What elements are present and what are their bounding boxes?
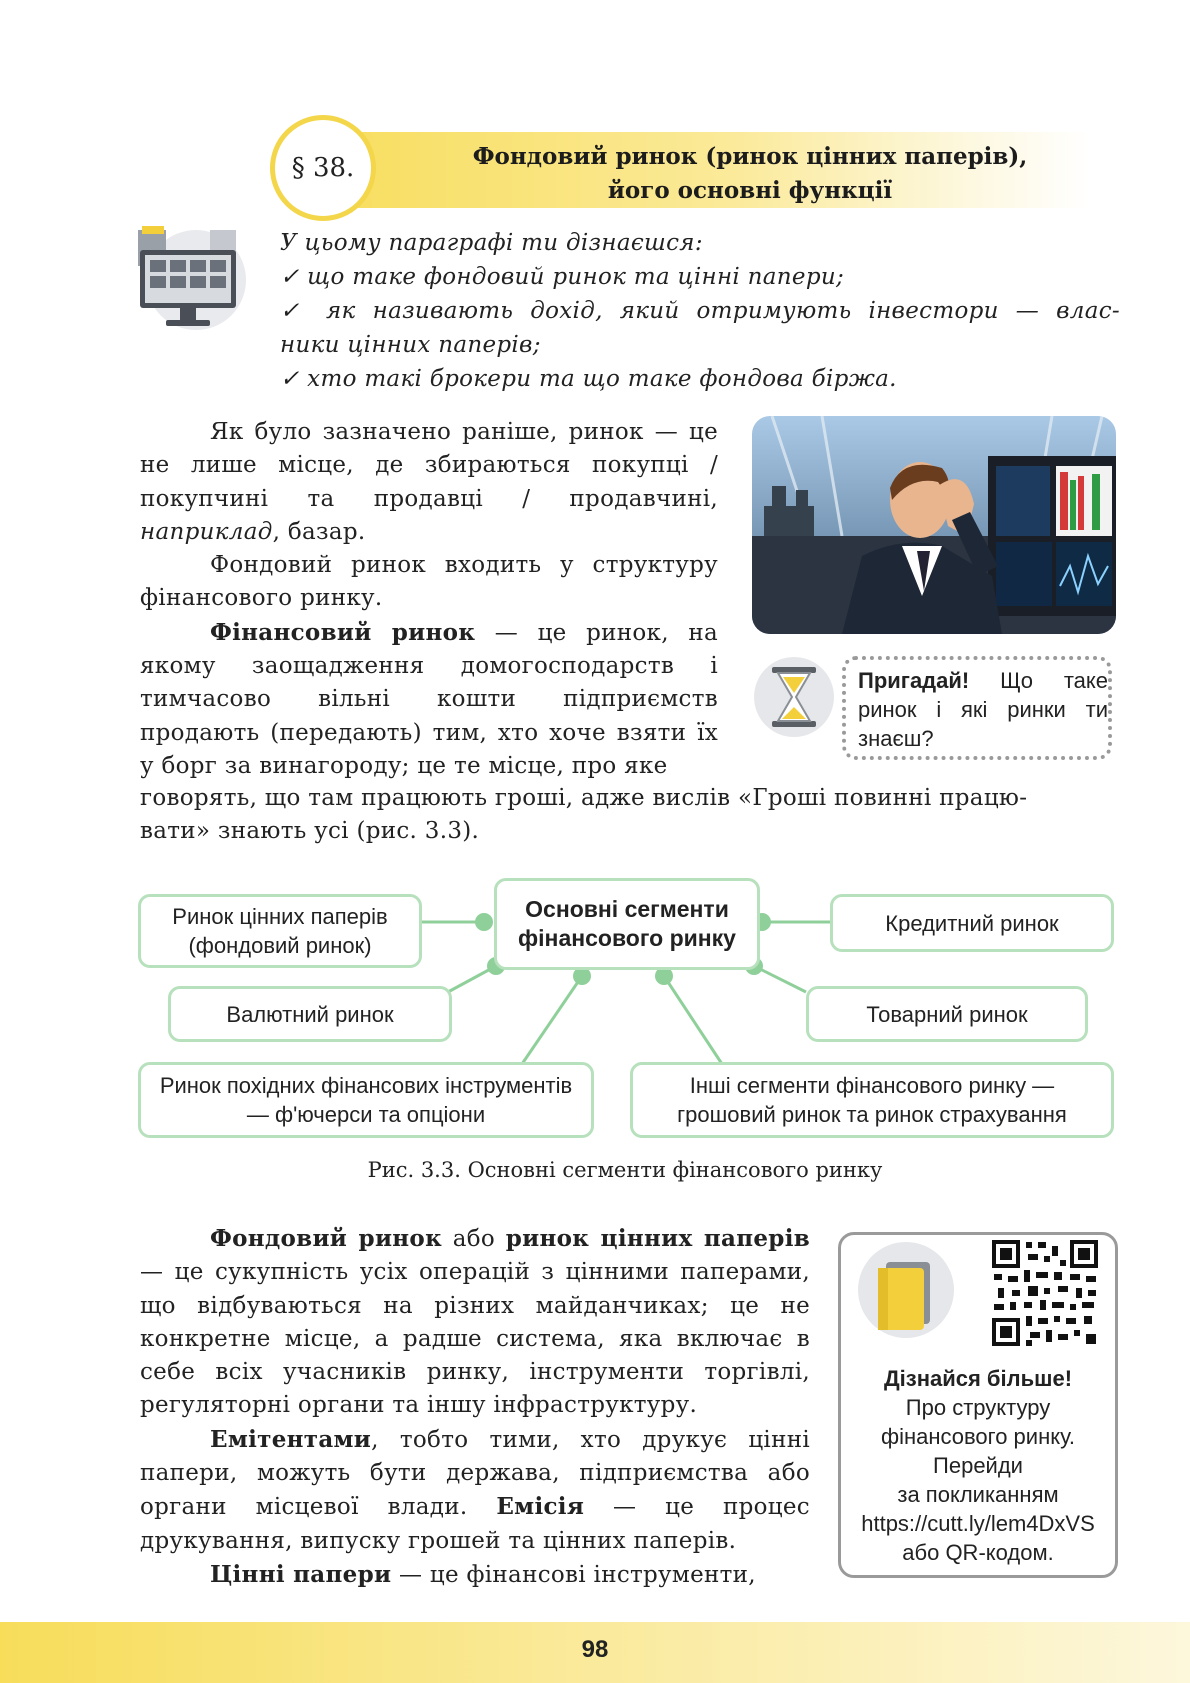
diagram-node-securities: Ринок цінних паперів (фондовий ринок) [138, 894, 422, 968]
diagram-node-other: Інші сегменти фінансового ринку — грошовий ринок та ринок страхування [630, 1062, 1114, 1138]
diagram-node-currency: Валютний ринок [168, 986, 452, 1042]
reminder-text: Пригадай! Що таке ринок і які ринки ти знаєш? [858, 668, 1108, 751]
learning-objectives: У цьому параграфі ти дізнаєшся: ✓ що таке фондовий ринок та цінні папери; ✓ як називають дохід, який отримують інвестори — влас- ники цінних паперів; ✓ хто такі брокери та що таке фондова біржа. [280, 230, 1120, 392]
section-number-badge [270, 115, 376, 221]
section-title: Фондовий ринок (ринок цінних паперів), його основні функції [472, 143, 1028, 204]
body-text-1-continued: говорять, що там працюють гроші, адже вислів «Гроші повинні працю- вати» знають усі (рис. 3.3). [140, 785, 1028, 845]
diagram-node-commodity: Товарний ринок [806, 986, 1088, 1042]
diagram-node-derivatives: Ринок похідних фінансових інструментів — ф'ючерси та опціони [138, 1062, 594, 1138]
qr-code-icon[interactable] [990, 1238, 1100, 1348]
body-text-2: Фондовий ринок або ринок цінних паперів — це сукупність усіх операцій з цінними паперами, що відбуваються на різних майданчиках; це не конкретне місце, а радше система, яка включає в себе всіх учасників ринку, інструменти торгівлі, регуляторні органи та іншу інфраструктуру. Емітентами, тобто тими, хто друкує цінні папери, можуть бути держава, підприємства або органи місцевої влади. Емісія — це процес друкування, випуску грошей та цінних паперів. Цінні папери — це фінансові інструменти, [140, 1225, 811, 1588]
computer-monitor-icon [130, 224, 250, 334]
stock-trader-photo [752, 416, 1116, 634]
figure-caption: Рис. 3.3. Основні сегменти фінансового ринку [367, 1158, 883, 1182]
body-text-1: Як було зазначено раніше, ринок — це не лише місце, де збираються покупці / покупчині та продавці / продавчині, наприклад, базар. Фондовий ринок входить у структуру фінансового ринку. Фінансовий ринок — це ринок, на якому заощадження домогосподарств і тимчасово вільні кошти підприємств продають (передають) тим, хто хоче взяти їх у борг за винагороду; це те місце, про яке [140, 419, 719, 779]
learn-more-link[interactable]: https://cutt.ly/lem4DxVS [861, 1511, 1095, 1536]
learn-more-title: Дізнайся більше! [883, 1366, 1073, 1391]
diagram-node-credit: Кредитний ринок [830, 894, 1114, 952]
learn-more-text: Дізнайся більше! Про структуру фінансового ринку. Перейди за покликанням https://cutt.ly/lem4DxVS або QR-кодом. [842, 1364, 1114, 1567]
page-number: 98 [581, 1636, 609, 1663]
folder-icon [856, 1240, 956, 1340]
section-number: § 38. [291, 153, 355, 183]
diagram-center-node: Основні сегменти фінансового ринку [494, 878, 760, 970]
connector-dot [475, 913, 493, 931]
hourglass-icon [752, 655, 836, 739]
